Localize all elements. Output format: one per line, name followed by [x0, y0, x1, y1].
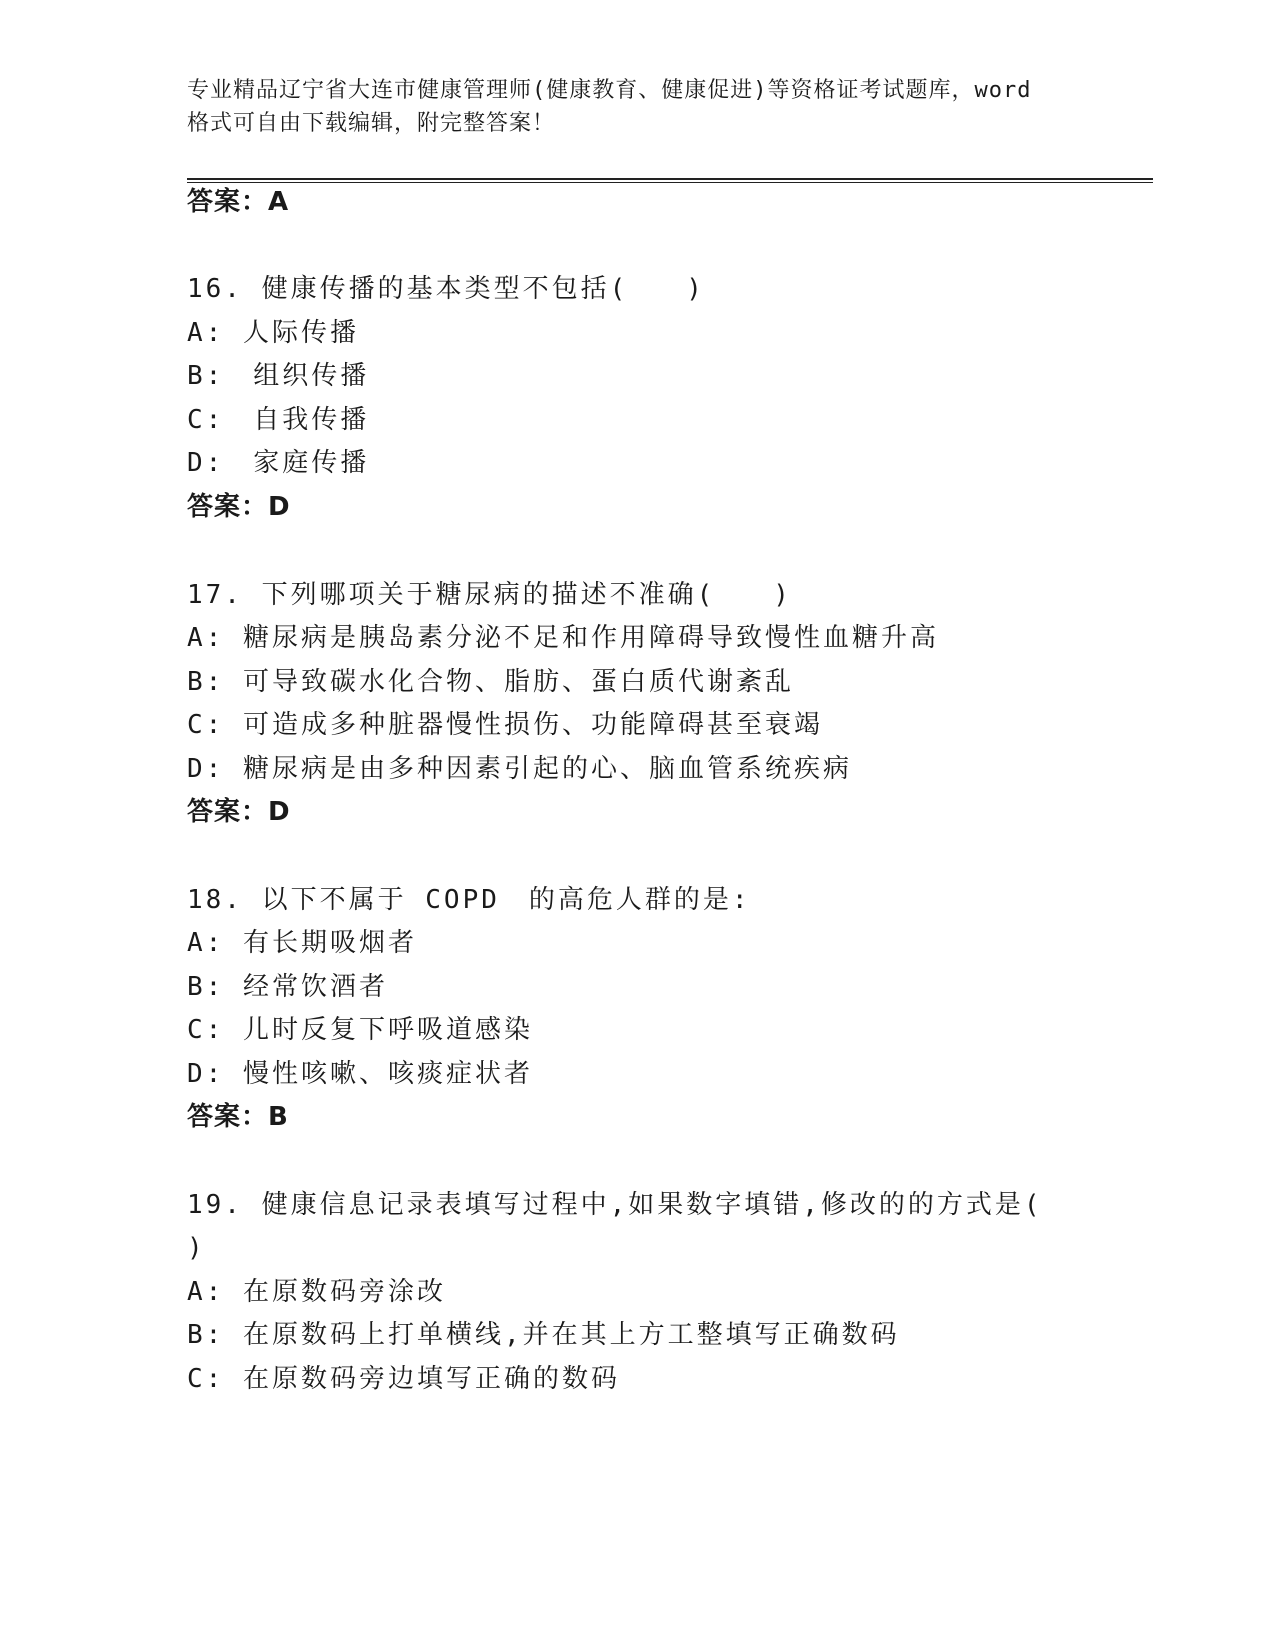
- option-line: C: 自我传播: [187, 405, 370, 435]
- option-line: B: 组织传播: [187, 361, 370, 391]
- header-line-2: 格式可自由下载编辑，附完整答案！: [187, 111, 556, 136]
- answer-line: 答案：B: [187, 1102, 289, 1132]
- option-line: B: 经常饮酒者: [187, 972, 388, 1002]
- option-line: D: 慢性咳嗽、咳痰症状者: [187, 1059, 533, 1089]
- option-line: B: 在原数码上打单横线,并在其上方工整填写正确数码: [187, 1320, 900, 1350]
- option-line: C: 儿时反复下呼吸道感染: [187, 1015, 533, 1045]
- question-stem-continuation: ): [187, 1233, 206, 1263]
- option-line: C: 在原数码旁边填写正确的数码: [187, 1364, 620, 1394]
- option-line: A: 糖尿病是胰岛素分泌不足和作用障碍导致慢性血糖升高: [187, 623, 939, 653]
- option-line: A: 有长期吸烟者: [187, 928, 417, 958]
- header-note: [187, 74, 1087, 140]
- option-line: D: 糖尿病是由多种因素引起的心、脑血管系统疾病: [187, 754, 852, 784]
- answer-line: 答案：A: [187, 187, 290, 217]
- header-rule-thin: [187, 182, 1153, 183]
- answer-line: 答案：D: [187, 492, 291, 522]
- option-line: D: 家庭传播: [187, 448, 370, 478]
- option-line: B: 可导致碳水化合物、脂肪、蛋白质代谢紊乱: [187, 667, 794, 697]
- option-line: A: 人际传播: [187, 318, 359, 348]
- option-line: A: 在原数码旁涂改: [187, 1277, 446, 1307]
- answer-line: 答案：D: [187, 797, 291, 827]
- question-stem: 19. 健康信息记录表填写过程中,如果数字填错,修改的的方式是(: [187, 1190, 1043, 1220]
- header-line-1: 专业精品辽宁省大连市健康管理师(健康教育、健康促进)等资格证考试题库，word: [187, 78, 1032, 103]
- question-stem: 17. 下列哪项关于糖尿病的描述不准确( ): [187, 580, 792, 610]
- question-stem: 16. 健康传播的基本类型不包括( ): [187, 274, 705, 304]
- question-stem: 18. 以下不属于 COPD 的高危人群的是:: [187, 885, 751, 915]
- header-rule-thick: [187, 178, 1153, 180]
- option-line: C: 可造成多种脏器慢性损伤、功能障碍甚至衰竭: [187, 710, 823, 740]
